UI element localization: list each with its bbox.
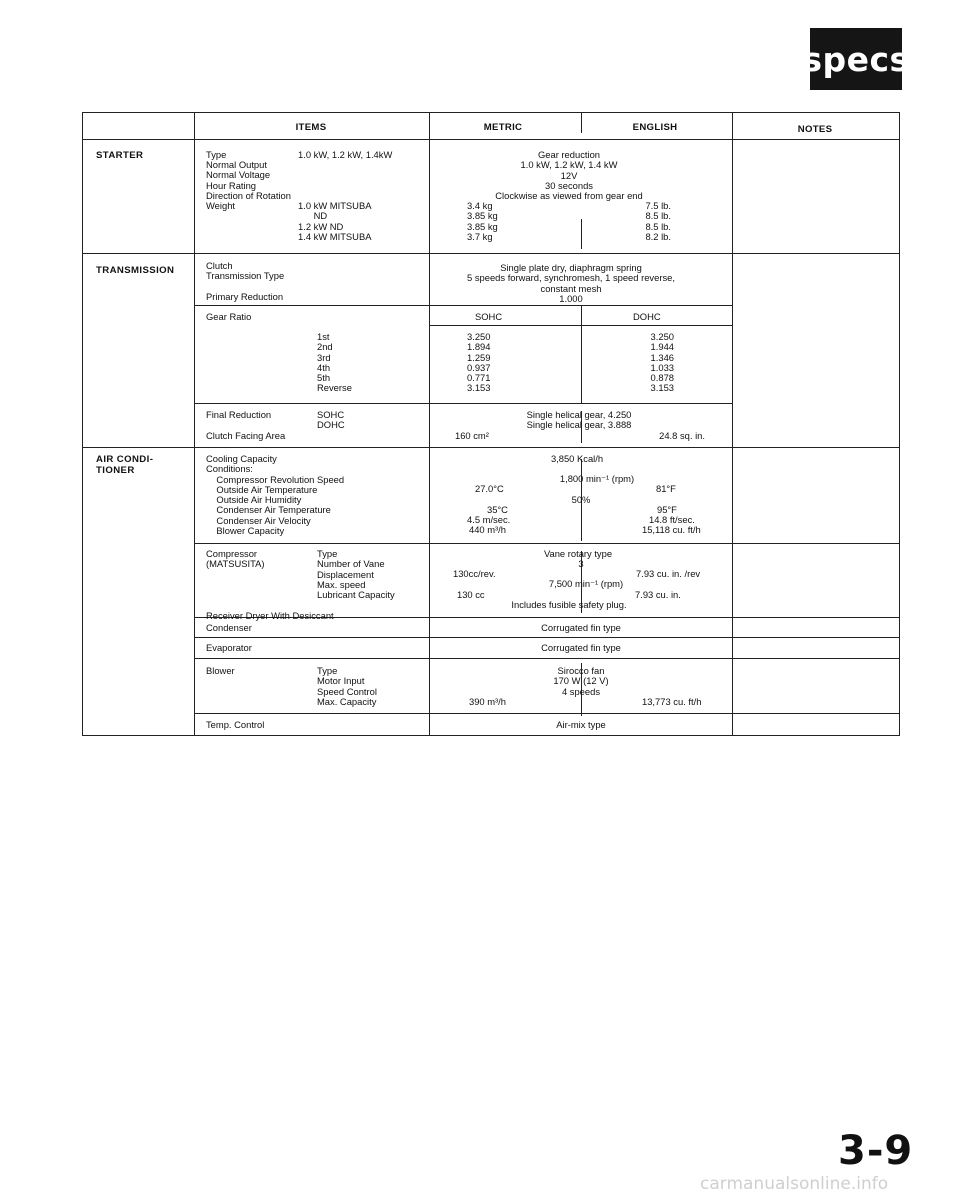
cooling-capacity: 3,850 Kcal/h [550,453,604,464]
header-items: ITEMS [295,122,327,133]
col-sohc: SOHC [475,311,503,322]
cooling-items: Cooling Capacity Conditions: Compressor Revolution Speed Outside Air Temperature Outside Air Humidity Condenser Air Temperature Condenser Air Velocity Blower Capacity [206,453,345,537]
divider [429,325,732,326]
evaporator-value: Corrugated fin type [541,642,621,653]
spec-table [82,112,900,736]
compressor-vanes: 3 [578,558,584,569]
air-velocity-metric: 4.5 m/sec. [467,514,511,525]
specs-logo: specs [810,28,902,90]
outside-humidity: 50% [571,494,591,505]
divider [194,637,899,638]
condenser-label: Condenser [206,622,252,633]
compressor-type: Vane rotary type [543,548,613,559]
compressor-label: Compressor (MATSUSITA) Receiver Dryer With Desiccant [206,548,334,621]
starter-spec: Gear reduction 1.0 kW, 1.2 kW, 1.4 kW 12V 30 seconds Clockwise as viewed from gear end [495,149,643,202]
final-reduction-types: SOHC DOHC [317,409,345,431]
blower-max-metric: 390 m³/h [469,696,506,707]
divider [194,543,899,544]
starter-type-label: Type [206,149,227,160]
starter-weight-metric: 3.4 kg 3.85 kg 3.85 kg 3.7 kg [467,200,498,242]
blower-capacity-english: 15,118 cu. ft/h [642,524,701,535]
col-dohc: DOHC [633,311,661,322]
divider [83,253,899,254]
blower-max-english: 13,773 cu. ft/h [642,696,702,707]
header-metric: METRIC [483,122,523,133]
header-english: ENGLISH [632,122,678,133]
outside-temp-english: 81°F [656,483,676,494]
trans-items-top: Clutch Transmission Type Primary Reduction [206,260,285,302]
divider [83,139,899,140]
air-velocity-english: 14.8 ft/sec. [649,514,695,525]
clutch-area-metric: 160 cm² [455,430,489,441]
evaporator-label: Evaporator [206,642,252,653]
blower-type: Sirocco fan 170 W (12 V) 4 speeds [553,665,609,697]
divider [581,219,582,249]
starter-weight-english: 7.5 lb. 8.5 lb. 8.5 lb. 8.2 lb. [645,200,671,242]
temp-control-label: Temp. Control [206,719,265,730]
divider [194,658,899,659]
blower-capacity-metric: 440 m³/h [469,524,506,535]
outside-temp-metric: 27.0°C [475,483,504,494]
divider [194,713,899,714]
blower-label: Blower [206,665,235,676]
divider [83,447,899,448]
compressor-disp-metric: 130cc/rev. [453,568,496,579]
section-starter: STARTER [96,150,144,161]
temp-control-value: Air-mix type [556,719,606,730]
compressor-disp-english: 7.93 cu. in. /rev [636,568,701,579]
compressor-lube-english: 7.93 cu. in. [635,589,681,600]
starter-type-values: 1.0 kW, 1.2 kW, 1.4kW [298,149,393,160]
gear-ratio-label: Gear Ratio [206,311,252,322]
section-transmission: TRANSMISSION [96,265,175,276]
compressor-speed: 1,800 min⁻¹ (rpm) [559,473,635,484]
divider [732,113,733,735]
divider [581,305,582,403]
condenser-value: Corrugated fin type [541,622,621,633]
trans-spec-top: Single plate dry, diaphragm spring 5 speeds forward, synchromesh, 1 speed reverse, constant mesh 1.000 [467,262,675,304]
divider [429,113,430,735]
header-notes: NOTES [797,124,833,135]
page-number: 3-9 [838,1128,914,1174]
final-reduction-values: Single helical gear, 4.250 Single helical gear, 3.888 [526,409,632,431]
dohc-ratios: 3.250 1.944 1.346 1.033 0.878 3.153 [650,331,674,394]
compressor-max-speed: 7,500 min⁻¹ (rpm) [548,578,624,589]
gear-list: 1st 2nd 3rd 4th 5th Reverse [317,331,352,394]
starter-items: Normal Output Normal Voltage Hour Rating Direction of Rotation Weight [206,159,291,212]
starter-weight-variants: 1.0 kW MITSUBA ND 1.2 kW ND 1.4 kW MITSUBA [298,200,372,242]
section-aircon: AIR CONDI- TIONER [96,454,154,476]
compressor-params: Type Number of Vane Displacement Max. speed Lubricant Capacity [317,548,395,601]
cond-temp-metric: 35°C [487,504,508,515]
divider [194,113,195,735]
divider [581,113,582,133]
clutch-area-english: 24.8 sq. in. [659,430,705,441]
compressor-lube-metric: 130 cc [457,589,485,600]
blower-params: Type Motor Input Speed Control Max. Capacity [317,665,377,707]
sohc-ratios: 3.250 1.894 1.259 0.937 0.771 3.153 [467,331,491,394]
cond-temp-english: 95°F [657,504,677,515]
divider [194,403,732,404]
final-reduction-label: Final Reduction Clutch Facing Area [206,409,286,441]
receiver-dryer-note: Includes fusible safety plug. [511,599,627,610]
watermark: carmanualsonline.info [700,1174,889,1194]
divider [194,305,732,306]
